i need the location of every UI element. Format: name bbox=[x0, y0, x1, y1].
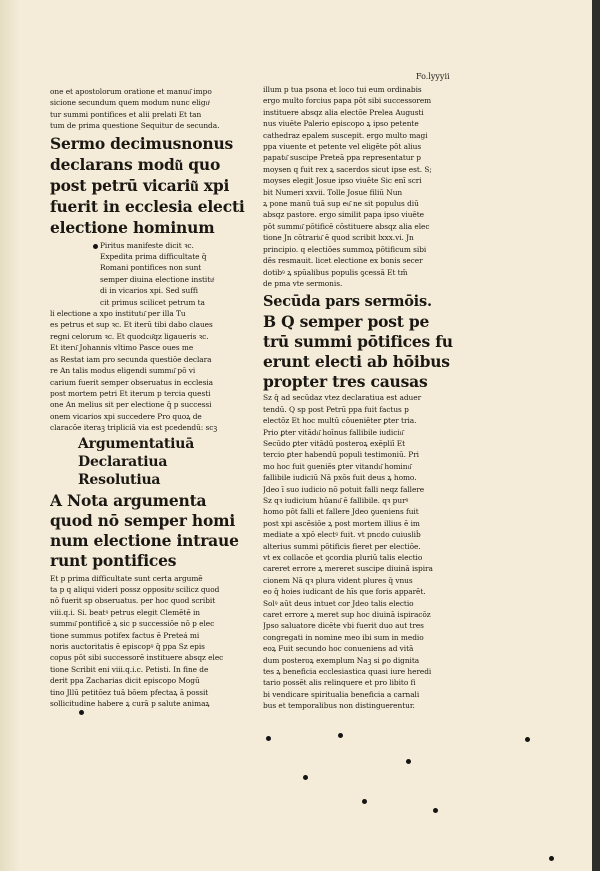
text-line: Expedita prima difficultate q̄ bbox=[100, 252, 207, 262]
text-line: dēs resmauit. licet electione ex bonis secer bbox=[263, 256, 423, 266]
text-line: homo pōt falli et fallere Jdeo ꝯueniens fuit bbox=[263, 507, 419, 517]
text-line: tes ꝝ beneficia ecclesiastica quasi iure heredi bbox=[263, 667, 432, 677]
text-line: as Restat iam pro secunda questiōe declara bbox=[50, 354, 212, 364]
text-line: absqz pastore. ergo similit papa ipso viuēte bbox=[263, 210, 424, 220]
method-words bbox=[50, 435, 260, 489]
text-line: carium fuerit semper obseruatus in ecclesia bbox=[50, 377, 213, 387]
text-line: summu͂ pontificē ꝝ sic p successiōe nō p elec bbox=[50, 619, 215, 629]
text-line: tario possēt alis relinquere et pro libito fi bbox=[263, 678, 416, 688]
text-line: tum de prima questione Sequitur de secunda. bbox=[50, 121, 220, 131]
text-line: dotibꝰ ꝝ spūalibus populis ꝯcessā Et tm̄ bbox=[263, 267, 408, 277]
text-line: congregati in nomine meo ibi sum in medio bbox=[263, 632, 424, 642]
text-line: derit ppa Zacharias dicit episcopo Mogū bbox=[50, 676, 200, 686]
text-line: mediate a xpō electꝰ fuit. vt pncdo cuiusliḃ bbox=[263, 530, 421, 540]
text-line: tione Jn cōtrariu͂ ē quod scribit lxxx.vi. Jn bbox=[263, 233, 414, 243]
text-line: vt ex collacōe et ꝯcordia pluriū talis electio bbox=[263, 553, 423, 562]
text-line: Sz q̄ ad secūdaz vtez declaratiua est aduer bbox=[263, 393, 422, 403]
ink-spot bbox=[406, 759, 411, 764]
section-heading bbox=[263, 312, 459, 392]
text-line: cionem Nā qꝛ plura vident plures q̄ vnus bbox=[263, 575, 413, 585]
text-line: alterius summi pōtificis fieret per electiōe. bbox=[263, 541, 421, 551]
ink-spot bbox=[79, 710, 84, 715]
text-line: caret errore ꝝ meret sup hoc diuinā ispiracōz bbox=[263, 610, 431, 620]
heading-line: quod nō semper homi bbox=[50, 510, 236, 530]
text-line: one et apostolorum oratione et manuu͂ impo bbox=[50, 87, 212, 96]
text-line: Piritus manifeste dicit ꝛc. bbox=[100, 240, 194, 250]
text-line: tione summus potifex factus ē Preteá mi bbox=[50, 630, 200, 640]
heading-line: A Nota argumenta bbox=[50, 490, 207, 510]
ink-spot bbox=[433, 808, 438, 813]
text-line: bit Numeri xxvii. Tolle Josue filiū Nun bbox=[263, 187, 403, 197]
paragraph-body bbox=[50, 308, 260, 433]
text-line: re An talis modus eligendi summu͂ pō vi bbox=[50, 366, 196, 376]
heading-line: runt pontifices bbox=[50, 550, 177, 570]
text-line: bi vendicare spiritualia beneficia a carnali bbox=[263, 689, 420, 699]
text-line: eoꝝ Fuit secundo hoc conueniens ad vitā bbox=[263, 644, 414, 654]
heading-line: post petrū vicariu͂ xpi bbox=[50, 175, 230, 195]
text-line: cit primus scilicet petrum ta bbox=[100, 297, 205, 307]
text-line: copus pōt sibi successorē instituere absqz elec bbox=[50, 653, 224, 663]
text-line: di in vicarios xpi. Sed suffi bbox=[100, 286, 198, 296]
text-line: papatu͂ suscipe Preteā ppa representatur p bbox=[263, 153, 421, 163]
text-line: li electione a xpo institutu͂ per illa Tu bbox=[50, 309, 186, 319]
text-line: sicione secundum quem modum nunc eliguͭ bbox=[50, 98, 210, 108]
text-line: tino Jllū petitōez tuā bōem pfectaꝝ ā possit bbox=[50, 687, 209, 697]
text-line: fallibile iudiciū Nā pxōs fuit deus ꝝ homo. bbox=[263, 473, 417, 483]
text-line: ꝝ pone manū tuā sup eu͂ ne sit populus diū bbox=[263, 199, 419, 209]
intro-paragraph bbox=[50, 86, 260, 132]
heading-line: electione hominum bbox=[50, 217, 215, 237]
text-line: one An melius sit per electione q̄ p successi bbox=[50, 400, 212, 410]
left-column bbox=[50, 86, 260, 709]
method-word: Resolutiua bbox=[78, 471, 161, 488]
text-line: nō fuerit sp obseruatus. per hoc quod scribit bbox=[50, 596, 216, 606]
ink-spot bbox=[93, 244, 98, 249]
text-line: dum posteroꝝ exemplum Naꝫ si ꝑo dignita bbox=[263, 655, 420, 665]
method-word: Argumentatiuā bbox=[78, 435, 195, 452]
text-line: tione Scribit eni viii.q.i.c. Petisti. In fine de bbox=[50, 664, 209, 674]
text-line: cathedraz epalem suscepit. ergo multo magi bbox=[263, 130, 428, 140]
text-line: semper diuina electione instituͭ bbox=[100, 274, 214, 284]
text-line: Jdeo ī suo iudicio nō potuit falli neqz fallere bbox=[263, 484, 425, 494]
text-line: tendū. Q sp post Petrū ppa fuit factus p bbox=[263, 404, 409, 414]
method-word: Declaratiua bbox=[78, 453, 168, 470]
paragraph-indented bbox=[50, 240, 260, 308]
declaration-paragraph bbox=[263, 392, 459, 711]
text-line: tur summi pontifices et alii prelati Et tan bbox=[50, 109, 202, 119]
sermon-heading bbox=[50, 134, 260, 238]
ink-spot bbox=[362, 799, 367, 804]
text-line: post xpi ascēsiōe ꝝ post mortem illius ē im bbox=[263, 518, 420, 528]
argument-heading bbox=[50, 491, 260, 571]
text-line: moyses elegit Josue ipso viuēte Sic enī scri bbox=[263, 176, 422, 186]
text-line: Et p prima difficultate sunt certa argumē bbox=[50, 573, 203, 583]
page-edge bbox=[592, 0, 600, 871]
text-line: Prio ꝑter vitādu͂ hoīnus fallibile iudiciu͂ bbox=[263, 427, 404, 437]
text-line: tercio ꝑter habendū populi testimoniū. Pri bbox=[263, 450, 419, 460]
page-gutter bbox=[0, 0, 20, 871]
ink-spot bbox=[525, 737, 530, 742]
folio-number: Fo.lyyyii bbox=[416, 72, 450, 81]
text-line: careret errore ꝝ mereret suscipe diuinā ispira bbox=[263, 564, 433, 574]
heading-line: B Q semper post pe bbox=[263, 312, 430, 332]
text-line: Et iteru͂ Johannis vltimo Pasce oues me bbox=[50, 343, 194, 353]
heading-line: fuerit in ecclesia electi bbox=[50, 196, 245, 216]
heading-line: num electione intraue bbox=[50, 530, 239, 550]
heading-line: declarans modu͂ quo bbox=[50, 154, 221, 174]
text-line: viii.q.i. Si. beatꝰ petrus elegit Clemētē in bbox=[50, 607, 200, 617]
text-line: nus viuēte Palerio episcopo ꝝ ipso petente bbox=[263, 119, 419, 129]
ink-spot bbox=[266, 736, 271, 741]
text-line: es petrus et sup ꝛc. Et iterū tibi dabo claues bbox=[50, 320, 213, 330]
heading-line: erunt electi ab hōibus bbox=[263, 352, 450, 372]
heading-line: propter tres causas bbox=[263, 372, 428, 392]
text-line: Jpso saluatore dicēte vbi fuerit duo aut tres bbox=[263, 621, 424, 631]
heading-line: Sermo decimusnonus bbox=[50, 133, 234, 153]
text-line: post mortem petri Et iterum p tercia questi bbox=[50, 388, 211, 398]
ink-spot bbox=[303, 775, 308, 780]
text-line: Secūdo ꝑter vitādū posteroꝝ exēpliī Et bbox=[263, 438, 406, 448]
text-line: moysen q fuit rex ꝝ sacerdos sicut ipse est. S; bbox=[263, 164, 432, 174]
text-line: mo hoc fuit ꝯueniēs ꝑter vitandu͂ hominu͂ bbox=[263, 461, 412, 471]
text-line: regni celorum ꝛc. Et quodcu͂qz ligaueris ꝛc. bbox=[50, 331, 209, 341]
text-line: bus et temporalibus non distinguerentur. bbox=[263, 701, 415, 711]
text-line: Sz qꝛ iudicium hūanu͂ ē fallibile. qꝛ purꝰ bbox=[263, 495, 409, 505]
text-line: Romani pontifices non sunt bbox=[100, 263, 202, 273]
text-line: noris auctoritatis ē episcopꝰ q̄ ppa Sz epis bbox=[50, 641, 205, 651]
text-line: Solꝰ aūt deus intuet cor Jdeo talis electio bbox=[263, 598, 414, 608]
argument-paragraph bbox=[50, 573, 260, 710]
text-line: electōz Et hoc multū cōueniēter ꝑter tria. bbox=[263, 416, 417, 426]
text-line: ppa viuente et petente vel eligēte pōt alius bbox=[263, 142, 422, 152]
text-line: onem vicarios xpi succedere Pro quoꝝ de bbox=[50, 411, 202, 421]
text-line: eo q̄ hoies iudicant de hīs que foris apparēt. bbox=[263, 587, 426, 597]
heading-line: trū summi pōtifices fu bbox=[263, 332, 453, 352]
right-column bbox=[263, 84, 459, 712]
text-line: ergo multo forcius papa pōt sibi successorem bbox=[263, 96, 432, 106]
paragraph-continued bbox=[263, 84, 459, 289]
text-line: claracōe iteraꝫ tripliciā via est pcedendū: scꝫ bbox=[50, 423, 218, 433]
text-line: pōt summu͂ pōtificē cōstituere absqz alia elec bbox=[263, 221, 430, 231]
ink-spot bbox=[549, 856, 554, 861]
text-line: de pma vte sermonis. bbox=[263, 278, 343, 288]
ink-spot bbox=[338, 733, 343, 738]
text-line: principio. q electiōes summoꝝ pōtificum sibi bbox=[263, 244, 427, 254]
text-line: sollicitudine habere ꝝ curā p salute animaꝝ bbox=[50, 699, 210, 708]
text-line: illum p tua psona et loco tui eum ordinabis bbox=[263, 85, 422, 94]
secunda-pars-title: Secūda pars sermōis. bbox=[263, 293, 432, 311]
text-line: ta p q aliqui videri possz opposituͥ scilicz quod bbox=[50, 584, 220, 594]
text-line: instituere absqz alia electōe Prelea Augusti bbox=[263, 107, 424, 117]
